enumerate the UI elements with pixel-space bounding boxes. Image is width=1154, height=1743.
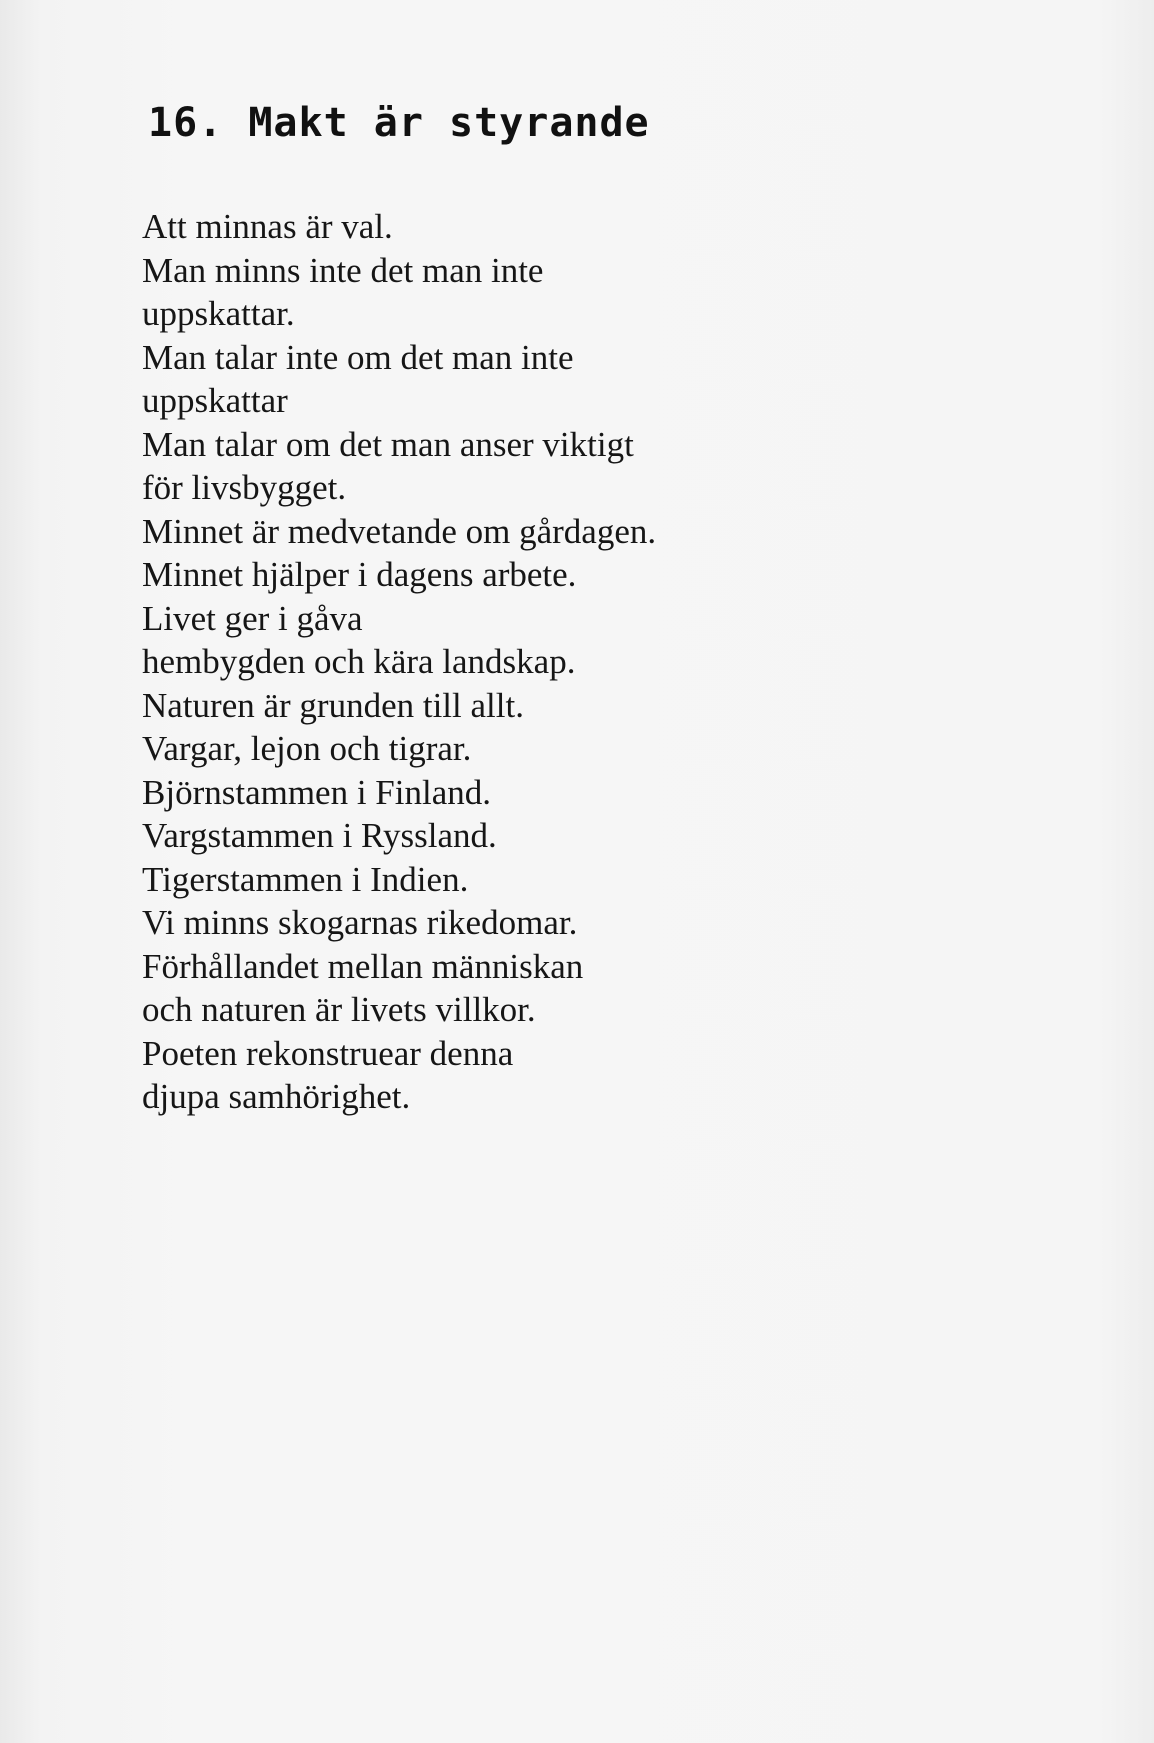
poem-title: 16. Makt är styrande [148, 100, 650, 146]
poem-line: Poeten rekonstruear denna [142, 1033, 514, 1073]
poem-line: Naturen är grunden till allt. [142, 685, 524, 725]
poem-line: Förhållandet mellan människan [142, 946, 584, 986]
poem-line: Livet ger i gåva [142, 598, 363, 638]
poem-line: Minnet hjälper i dagens arbete. [142, 555, 577, 594]
poem-line: Björnstammen i Finland. [142, 772, 492, 812]
poem-line: Man talar om det man anser viktigt [142, 424, 634, 464]
poem-line: uppskattar. [142, 294, 295, 333]
poem-line: Man minns inte det man inte [142, 250, 544, 290]
poem-line: Vargstammen i Ryssland. [142, 816, 497, 855]
poem-line: uppskattar [142, 381, 288, 420]
poem-line: Man talar inte om det man inte [142, 337, 574, 377]
poem-line: Minnet är medvetande om gårdagen. [142, 511, 657, 551]
poem-line: för livsbygget. [142, 468, 347, 507]
poem-line: Vargar, lejon och tigrar. [142, 729, 472, 768]
poem-line: hembygden och kära landskap. [142, 642, 576, 681]
poem-body [142, 205, 656, 1119]
poem-line: Tigerstammen i Indien. [142, 859, 469, 899]
poem-line: Vi minns skogarnas rikedomar. [142, 903, 578, 942]
poem-line: och naturen är livets villkor. [142, 990, 536, 1029]
poem-line: Att minnas är val. [142, 207, 393, 246]
poem-line: djupa samhörighet. [142, 1077, 411, 1116]
